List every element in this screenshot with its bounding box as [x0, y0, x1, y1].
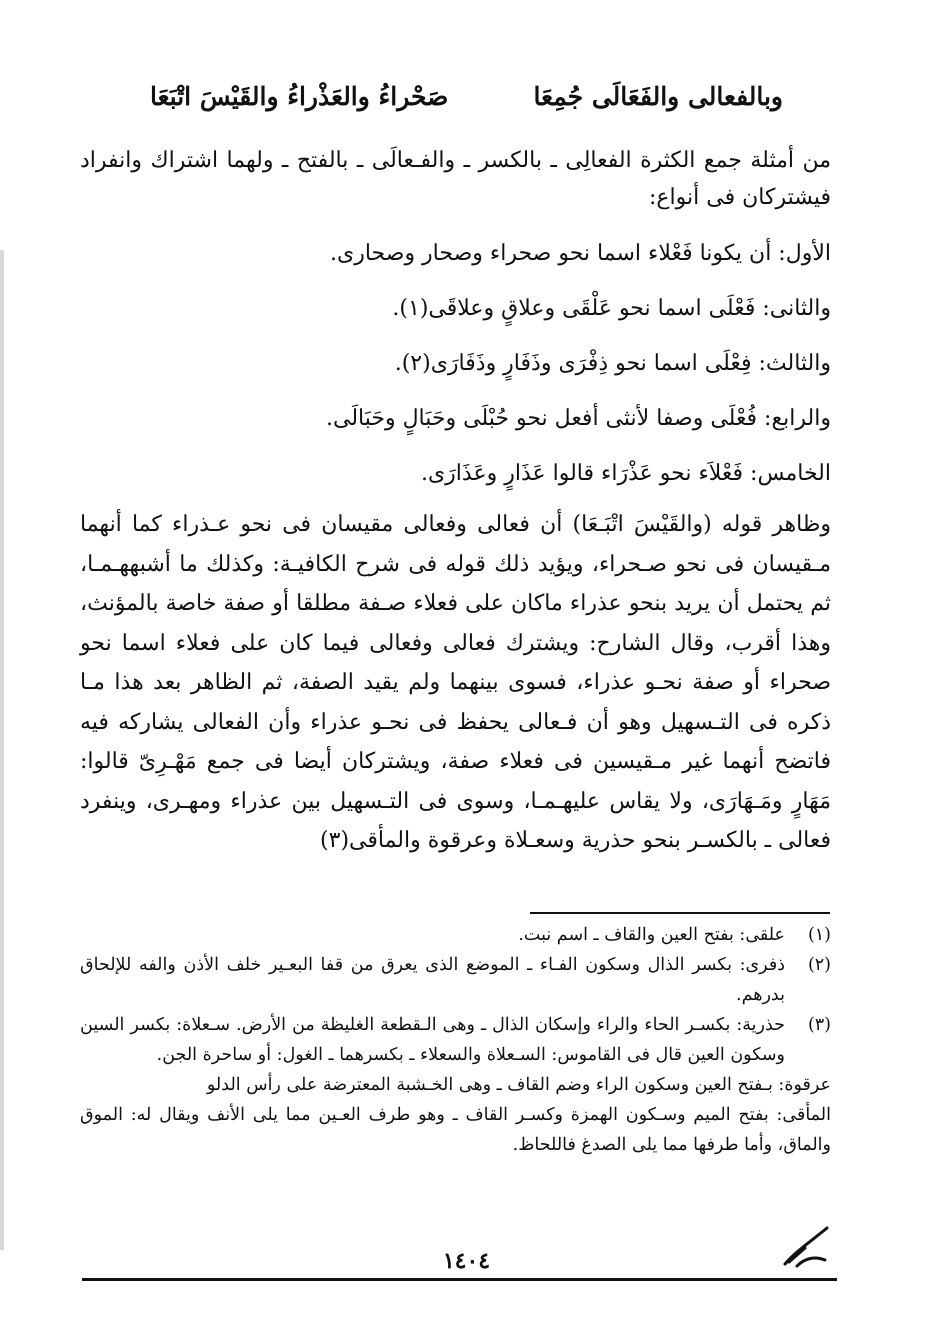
list-item: والرابع: فُعْلَى وصفا لأنثى أفعل نحو حُبْلَى وحَبَالٍ وحَبَالَى. [325, 406, 831, 431]
list-item: والثالث: فِعْلَى اسما نحو ذِفْرَى وذَفَارٍ وذَفَارَى(٢). [394, 351, 831, 376]
list-item: الأول: أن يكونا فَعْلاء اسما نحو صحراء وصحار وصحارى. [330, 241, 831, 266]
footnote-number: (٣) [807, 1015, 831, 1035]
verse-line [150, 82, 783, 111]
publisher-mark [775, 1222, 835, 1272]
bottom-rule [82, 1278, 837, 1281]
footnotes [80, 920, 831, 1160]
verse-right-hemistich: وبالفعالى والفَعَالَى جُمِعَا [533, 82, 783, 111]
types-list [80, 232, 831, 507]
footnote-text: ذفرى: بكسر الذال وسكون الفـاء ـ الموضع الذى يعرق من قفا البعـير خلف الأذن والفه للإلحاق بدرهم. [80, 955, 785, 1005]
footnote-number: (١) [807, 925, 831, 945]
verse-left-hemistich: صَحْراءُ والعَذْراءُ والقَيْسَ اتْبَعَا [150, 82, 449, 111]
footnote-continuation: عرقوة: بـفتح العين وسكون الراء وضم القاف ـ وهى الخـشبة المعترضة على رأس الدلو [206, 1075, 831, 1095]
footnote-number: (٢) [807, 955, 831, 975]
list-item: الخامس: فَعْلاَء نحو عَذْرَاء قالوا عَذَارٍ وعَذَارَى. [420, 461, 831, 486]
footnote-continuation: المأقى: بفتح الميم وسـكون الهمزة وكسـر القاف ـ وهو طرف العـين مما يلى الأنف ويقال له: الموق والماق، وأما طرفها مما يلى الصدغ فاللحاظ. [80, 1105, 831, 1155]
page-crease [0, 250, 4, 1250]
footnote-divider [530, 912, 830, 914]
intro-paragraph: من أمثلة جمع الكثرة الفعالِى ـ بالكسر ـ والفـعالَى ـ بالفتح ـ ولهما اشتراك وانفراد فيشتركان فى أنواع: [80, 148, 831, 210]
page-number: ١٤٠٤ [442, 1248, 491, 1274]
footnote-text: حذرية: بكسـر الحاء والراء وإسكان الذال ـ وهى الـقطعة الغليظة من الأرض. سـعلاة: بكسر السين وسكون العين قال فى القاموس: السـعلاة والسعلاء ـ بكسرهما ـ الغول: أو ساحرة الجن. [80, 1015, 785, 1065]
list-item: والثانى: فَعْلَى اسما نحو عَلْقَى وعلاقٍ وعلاقَى(١). [392, 296, 831, 321]
footnote [80, 1010, 831, 1070]
footnote [80, 920, 831, 950]
footnote [80, 950, 831, 1010]
footnote-text: علقى: بفتح العين والقاف ـ اسم نبت. [518, 925, 785, 945]
body-paragraph: وظاهر قوله (والقَيْسَ اتْبَـعَا) أن فعالى وفعالى مقيسان فى نحو عـذراء كما أنهما مـقيسان فى نحو صـحراء، ويؤيد ذلك قوله فى شرح الكافيـة: وكذلك ما أشبههـمـا، ثم يحتمل أن يريد بنحو عذراء ماكان على فعلاء صـفة مطلقا أو صفة خاصة بالمؤنث، وهذا أقرب، وقال الشارح: ويشترك فعالى وفعالى فيما كان على فعلاء اسما نحو صحراء أو صفة نحـو عذراء، فسوى بينهما ولم يقيد الصفة، ثم الظاهر بعد هذا مـا ذكره فى التـسهيل وهو أن فـعالى يحفظ فى نحـو عذراء وأن الفعالى يشاركه فيه فاتضح أنهما غير مـقيسين فى فعلاء صفة، ويشتركان أيضا فى جمع مَهْـرِىّ قالوا: مَهَارٍ ومَـهَارَى، ولا يقاس عليهـمـا، وسوى فى التـسهيل بين عذراء ومهـرى، وينفرد فعالى ـ بالكسـر بنحو حذرية وسعـلاة وعرقوة والمأقى(٣) [80, 512, 831, 853]
